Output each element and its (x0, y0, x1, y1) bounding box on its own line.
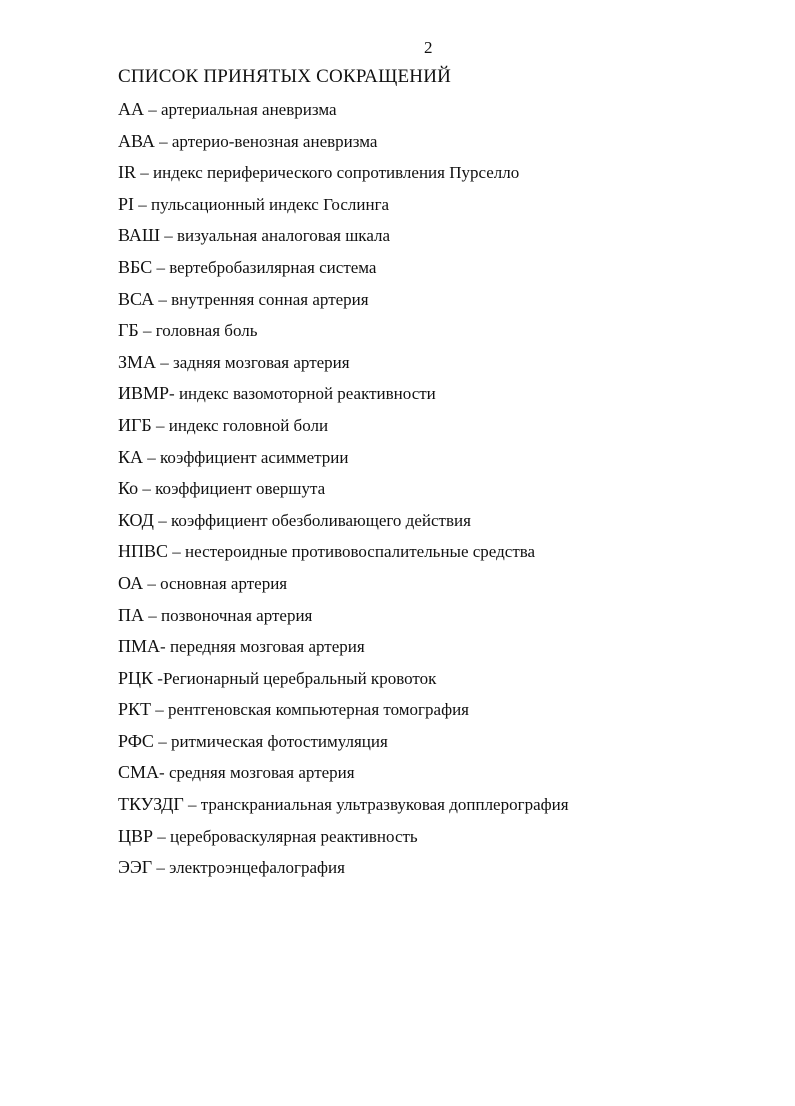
abbreviation: ОА (118, 572, 144, 593)
separator: – (143, 573, 161, 593)
abbreviation: ПМА (118, 636, 161, 657)
definition: коэффициент асимметрии (160, 447, 349, 467)
abbreviation: ИВМР (118, 383, 170, 404)
definition: артериальная аневризма (161, 100, 337, 119)
separator: – (183, 795, 201, 815)
abbreviation-item (118, 288, 569, 320)
separator: – (134, 194, 152, 214)
separator: – (138, 479, 156, 499)
separator: - (159, 763, 169, 783)
abbreviation-item (118, 730, 569, 762)
abbreviation: ЭЭГ (118, 857, 153, 878)
separator: – (154, 289, 172, 309)
separator: – (153, 731, 171, 751)
definition: ритмическая фотостимуляция (170, 731, 388, 751)
definition: коэффициент овершута (155, 479, 326, 499)
abbreviation: ПА (118, 604, 144, 625)
separator: - (153, 668, 163, 688)
definition: головная боль (155, 321, 258, 341)
abbreviation-item (118, 667, 569, 699)
definition: средняя мозговая артерия (168, 763, 355, 783)
abbreviation: IR (118, 162, 136, 183)
abbreviation: PI (118, 193, 135, 214)
abbreviation-item (118, 161, 569, 193)
abbreviation-item (118, 856, 569, 888)
abbreviation-item (118, 130, 569, 162)
abbreviation-item (118, 319, 569, 351)
abbreviation-item (118, 224, 569, 256)
definition: основная артерия (160, 573, 288, 593)
abbreviation: ИГБ (118, 414, 152, 435)
definition: передняя мозговая артерия (169, 637, 365, 657)
abbreviation: АВА (118, 130, 155, 151)
definition: нестероидные противовоспалительные средства (185, 542, 536, 562)
definition: рентгеновская компьютерная томография (168, 700, 470, 720)
separator: – (151, 415, 169, 435)
abbreviation-item (118, 698, 569, 730)
definition: задняя мозговая артерия (173, 352, 350, 372)
abbreviation: КА (118, 446, 144, 467)
abbreviation: АА (118, 99, 144, 119)
abbreviation: Ко (118, 478, 139, 499)
separator: – (160, 226, 178, 246)
definition: цереброваскулярная реактивность (170, 826, 418, 846)
abbreviation-item (118, 604, 569, 636)
definition: Регионарный церебральный кровоток (162, 668, 437, 688)
separator: – (153, 510, 171, 530)
definition: коэффициент обезболивающего действия (170, 510, 471, 530)
abbreviation-item (118, 793, 569, 825)
separator: – (143, 447, 161, 467)
abbreviation: РЦК (118, 667, 154, 688)
abbreviation: РФС (118, 730, 154, 751)
abbreviation-item (118, 477, 569, 509)
definition: артерио-венозная аневризма (171, 131, 378, 151)
abbreviation-item (118, 540, 569, 572)
abbreviation-item (118, 825, 569, 857)
abbreviation-item (118, 414, 569, 446)
separator: – (144, 605, 161, 625)
abbreviation: ЦВР (118, 825, 154, 846)
abbreviation-item (118, 98, 569, 130)
abbreviation-item (118, 193, 569, 225)
definition: индекс головной боли (168, 415, 329, 435)
abbreviation-list (118, 98, 569, 888)
abbreviation-item (118, 446, 569, 478)
separator: – (152, 257, 170, 277)
abbreviation-item (118, 509, 569, 541)
abbreviation: РКТ (118, 699, 152, 720)
definition: транскраниальная ультразвуковая допплерография (200, 795, 569, 815)
definition: визуальная аналоговая шкала (177, 226, 391, 246)
definition: позвоночная артерия (161, 605, 313, 625)
abbreviation: ВСА (118, 288, 155, 309)
separator: – (138, 321, 156, 341)
definition: пульсационный индекс Гослинга (151, 194, 390, 214)
abbreviation-item (118, 256, 569, 288)
definition: электроэнцефалография (169, 858, 345, 878)
separator: – (151, 700, 169, 720)
separator: - (160, 637, 170, 657)
abbreviation: КОД (118, 509, 154, 530)
definition: индекс периферического сопротивления Пурселло (153, 163, 520, 183)
separator: – (144, 100, 161, 119)
abbreviation: ВБС (118, 256, 153, 277)
separator: - (169, 384, 179, 404)
abbreviation: ЗМА (118, 351, 157, 372)
abbreviation: НПВС (118, 541, 169, 562)
separator: – (153, 826, 171, 846)
abbreviation: ГБ (118, 320, 139, 341)
abbreviation-item (118, 572, 569, 604)
abbreviation-item (118, 761, 569, 793)
separator: – (154, 131, 172, 151)
page-title: СПИСОК ПРИНЯТЫХ СОКРАЩЕНИЙ (118, 66, 452, 87)
abbreviation-item (118, 382, 569, 414)
abbreviation: ВАШ (118, 225, 161, 246)
abbreviation: ТКУЗДГ (118, 794, 184, 815)
abbreviation-item (118, 635, 569, 667)
separator: – (152, 858, 170, 878)
abbreviation-item (118, 351, 569, 383)
separator: – (168, 542, 186, 562)
definition: индекс вазомоторной реактивности (178, 384, 436, 404)
page-number: 2 (424, 38, 433, 57)
separator: – (136, 163, 153, 183)
separator: – (156, 352, 174, 372)
definition: вертебробазилярная система (169, 257, 377, 277)
definition: внутренняя сонная артерия (171, 289, 369, 309)
abbreviation: СМА (118, 762, 160, 783)
